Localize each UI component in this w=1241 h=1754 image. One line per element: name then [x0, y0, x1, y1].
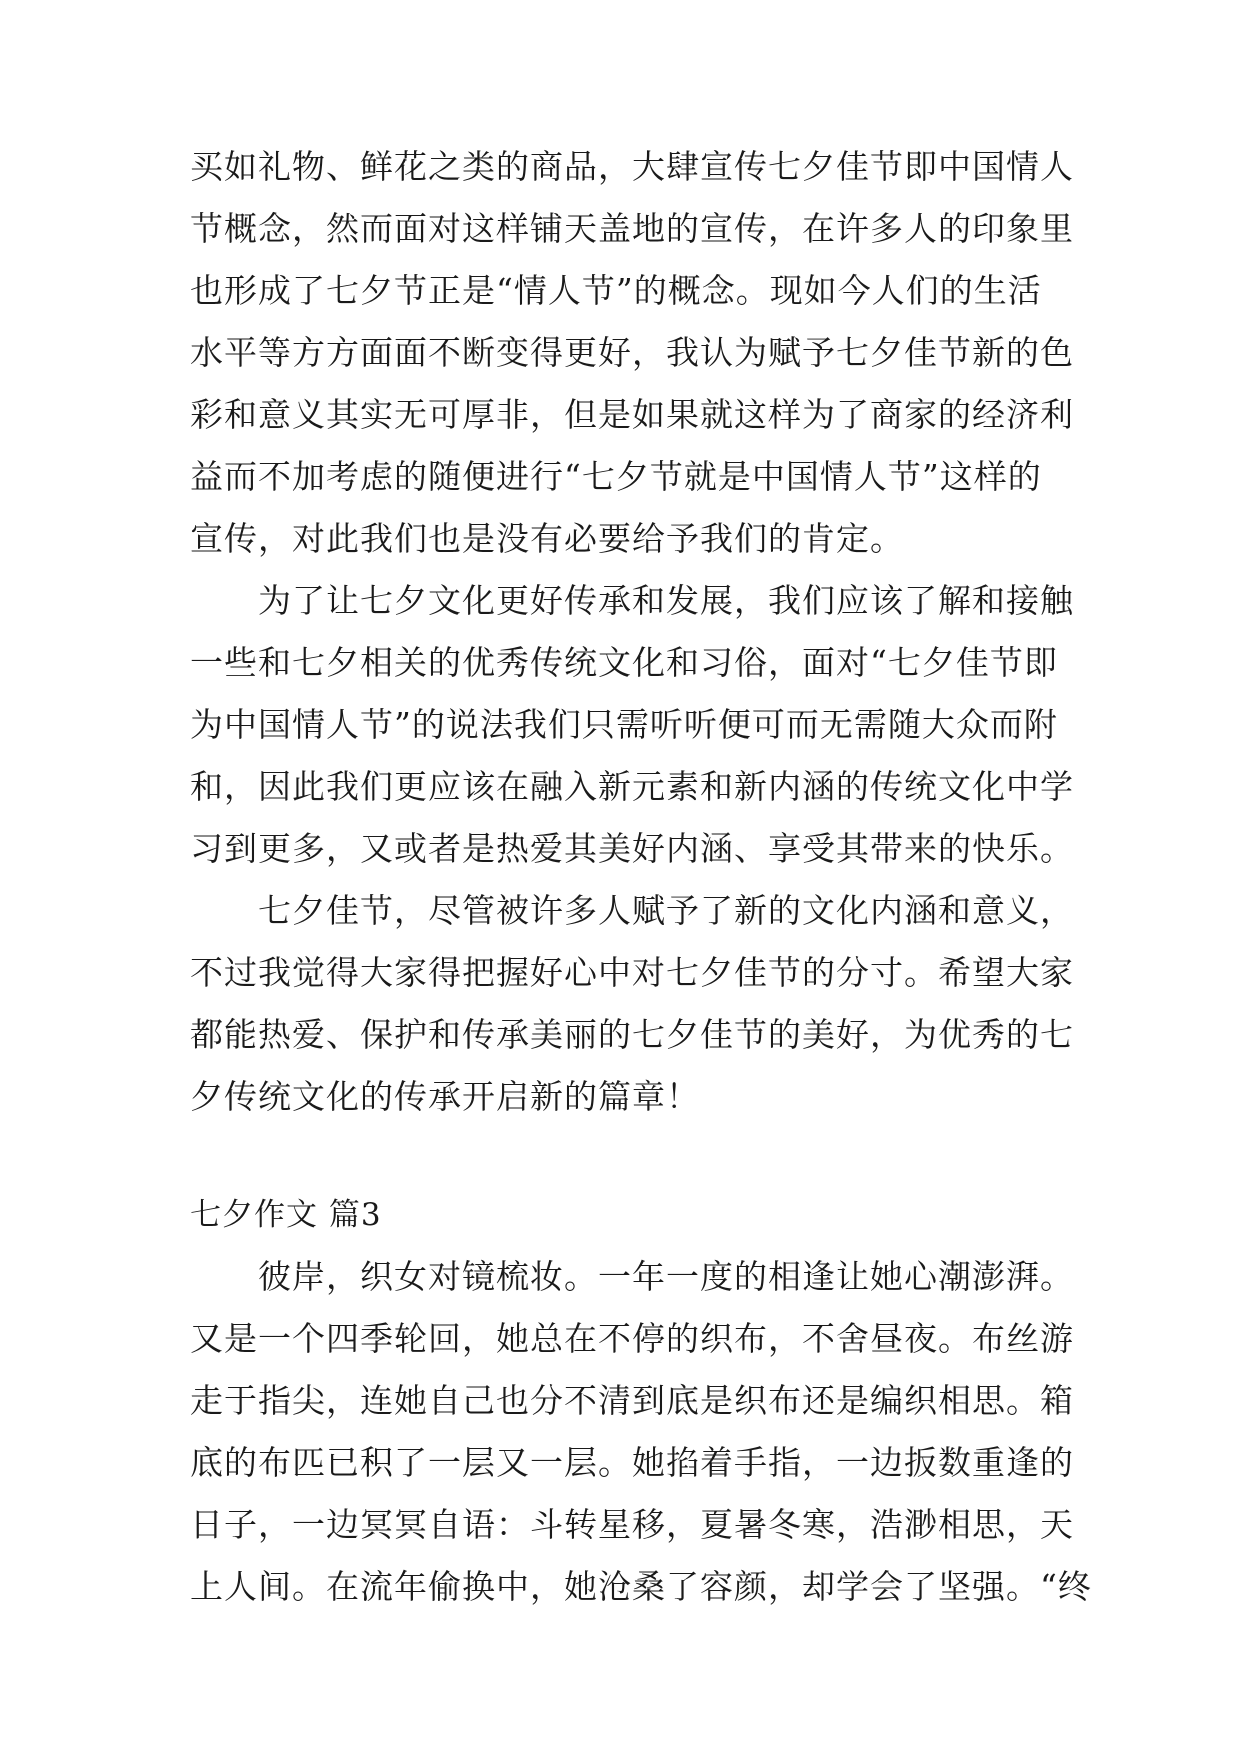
paragraph-line: 一些和七夕相关的优秀传统文化和习俗，面对“七夕佳节即	[190, 643, 1058, 682]
paragraph-line: 水平等方方面面不断变得更好，我认为赋予七夕佳节新的色	[190, 333, 1074, 372]
paragraph-line: 和，因此我们更应该在融入新元素和新内涵的传统文化中学	[190, 767, 1074, 806]
paragraph-line: 日子，一边冥冥自语：斗转星移，夏暑冬寒，浩渺相思，天	[190, 1505, 1074, 1544]
paragraph-line: 底的布匹已积了一层又一层。她掐着手指，一边扳数重逢的	[190, 1443, 1074, 1482]
paragraph-line: 上人间。在流年偷换中，她沧桑了容颜，却学会了坚强。“终	[190, 1567, 1092, 1606]
paragraph-line: 不过我觉得大家得把握好心中对七夕佳节的分寸。希望大家	[190, 953, 1074, 992]
paragraph-line: 益而不加考虑的随便进行“七夕节就是中国情人节”这样的	[190, 457, 1042, 496]
paragraph-line: 买如礼物、鲜花之类的商品，大肆宣传七夕佳节即中国情人	[190, 147, 1074, 186]
paragraph-line: 夕传统文化的传承开启新的篇章！	[190, 1077, 700, 1116]
paragraph-line: 彩和意义其实无可厚非，但是如果就这样为了商家的经济利	[190, 395, 1074, 434]
paragraph-line: 为了让七夕文化更好传承和发展，我们应该了解和接触	[258, 581, 1074, 620]
paragraph-line: 都能热爱、保护和传承美丽的七夕佳节的美好，为优秀的七	[190, 1015, 1074, 1054]
section-heading: 七夕作文 篇3	[190, 1197, 382, 1233]
paragraph-line: 七夕佳节，尽管被许多人赋予了新的文化内涵和意义，	[258, 891, 1074, 930]
paragraph-line: 为中国情人节”的说法我们只需听听便可而无需随大众而附	[190, 705, 1058, 744]
paragraph-line: 走于指尖，连她自己也分不清到底是织布还是编织相思。箱	[190, 1381, 1074, 1420]
paragraph-line: 习到更多，又或者是热爱其美好内涵、享受其带来的快乐。	[190, 829, 1074, 868]
paragraph-line: 宣传，对此我们也是没有必要给予我们的肯定。	[190, 519, 904, 558]
paragraph-line: 也形成了七夕节正是“情人节”的概念。现如今人们的生活	[190, 271, 1042, 310]
paragraph-line: 节概念，然而面对这样铺天盖地的宣传，在许多人的印象里	[190, 209, 1074, 248]
paragraph-line: 又是一个四季轮回，她总在不停的织布，不舍昼夜。布丝游	[190, 1319, 1074, 1358]
paragraph-line: 彼岸，织女对镜梳妆。一年一度的相逢让她心潮澎湃。	[258, 1257, 1074, 1296]
